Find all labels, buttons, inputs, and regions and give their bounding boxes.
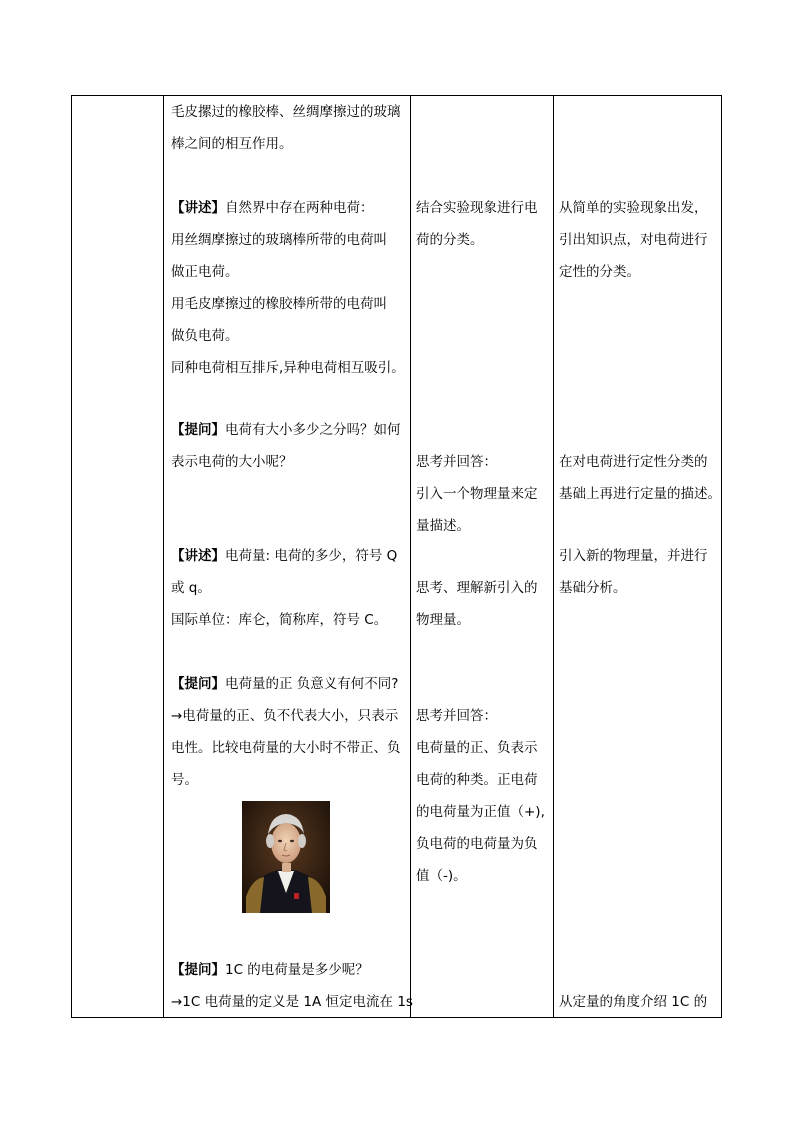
question-text: 电荷量的正 负意义有何不同? (225, 676, 399, 692)
teacher-text: 号。 (171, 772, 198, 788)
teacher-text (171, 674, 398, 694)
lecture-tag: 【讲述】 (171, 548, 225, 564)
column-divider-2 (410, 96, 411, 1017)
student-text: 的电荷量为正值（+), (416, 804, 545, 820)
teacher-text: 国际单位：库仑，简称库，符号 C。 (171, 612, 388, 628)
student-text: 量描述。 (416, 518, 470, 534)
intent-text: 引出知识点，对电荷进行 (559, 232, 708, 248)
student-text: 引入一个物理量来定 (416, 486, 538, 502)
intent-text: 在对电荷进行定性分类的 (559, 454, 708, 470)
column-divider-3 (553, 96, 554, 1017)
question-text: 1C 的电荷量是多少呢？ (225, 962, 369, 978)
student-text: 物理量。 (416, 612, 470, 628)
coulomb-portrait-image (242, 801, 330, 913)
teacher-text: 表示电荷的大小呢？ (171, 454, 293, 470)
question-tag: 【提问】 (171, 422, 225, 438)
student-text: 电荷量的正、负表示 (416, 740, 538, 756)
teacher-text (171, 198, 374, 218)
teacher-text: 或 q。 (171, 580, 211, 596)
teacher-text: 毛皮摞过的橡胶棒、丝绸摩擦过的玻璃 (171, 104, 401, 120)
student-text: 思考并回答： (416, 708, 497, 724)
student-text: 结合实验现象进行电 (416, 200, 538, 216)
intent-text: 引入新的物理量，并进行 (559, 548, 708, 564)
teacher-text: 做正电荷。 (171, 264, 239, 280)
teacher-text: 电性。比较电荷量的大小时不带正、负 (171, 740, 401, 756)
teacher-text (171, 960, 369, 980)
lecture-text: 电荷量: 电荷的多少，符号 Q (225, 548, 398, 564)
student-text: 值（-)。 (416, 868, 467, 884)
teacher-text: 做负电荷。 (171, 328, 239, 344)
teacher-text: 同种电荷相互排斥,异种电荷相互吸引。 (171, 360, 405, 376)
teacher-text: →1C 电荷量的定义是 1A 恒定电流在 1s (171, 994, 413, 1010)
teacher-text (171, 420, 401, 440)
student-text: 思考、理解新引入的 (416, 580, 538, 596)
student-text: 电荷的种类。正电荷 (416, 772, 538, 788)
intent-text: 从定量的角度介绍 1C 的 (559, 994, 708, 1010)
student-text: 荷的分类。 (416, 232, 484, 248)
teacher-text: 用丝绸摩擦过的玻璃棒所带的电荷叫 (171, 232, 387, 248)
teacher-text (171, 546, 397, 566)
question-text: 电荷有大小多少之分吗？如何 (225, 422, 401, 438)
intent-text: 从简单的实验现象出发， (559, 200, 708, 216)
student-text: 思考并回答： (416, 454, 497, 470)
student-text: 负电荷的电荷量为负 (416, 836, 538, 852)
intent-text: 基础上再进行定量的描述。 (559, 486, 721, 502)
intent-text: 定性的分类。 (559, 264, 640, 280)
teacher-text: →电荷量的正、负不代表大小，只表示 (171, 708, 399, 724)
question-tag: 【提问】 (171, 962, 225, 978)
lecture-text: 自然界中存在两种电荷： (225, 200, 374, 216)
lecture-tag: 【讲述】 (171, 200, 225, 216)
question-tag: 【提问】 (171, 676, 225, 692)
intent-text: 基础分析。 (559, 580, 627, 596)
column-divider-1 (163, 96, 164, 1017)
teacher-text: 用毛皮摩擦过的橡胶棒所带的电荷叫 (171, 296, 387, 312)
teacher-text: 棒之间的相互作用。 (171, 136, 293, 152)
